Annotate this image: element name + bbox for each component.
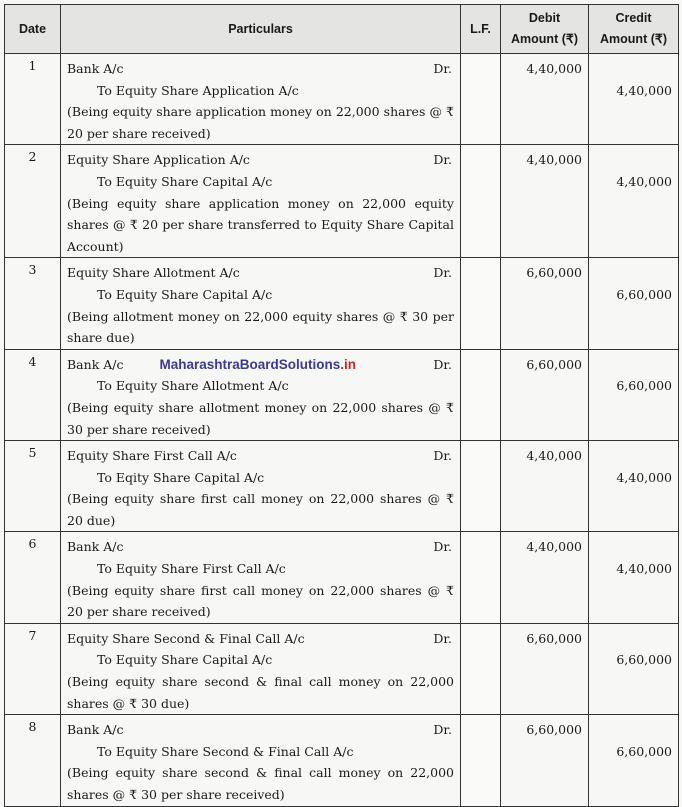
narration: (Being equity share first call money on 22,000 shares @ ₹ 20 per share received) [67, 582, 454, 620]
dr-mark: Dr. [433, 356, 452, 372]
entry-particulars [61, 532, 461, 623]
credit-account: To Equity Share Application A/c [97, 82, 299, 98]
entry-date: 4 [5, 349, 61, 440]
narration: (Being equity share allotment money on 22,000 shares @ ₹ 30 per share received) [67, 399, 454, 437]
dr-mark: Dr. [433, 539, 452, 555]
debit-amount: 4,40,000 [526, 539, 582, 555]
credit-spacer [589, 354, 672, 376]
credit-account: To Eqity Share Capital A/c [97, 469, 265, 485]
debit-account [67, 536, 123, 558]
debit-amount: 6,60,000 [526, 630, 582, 646]
debit-line [67, 719, 454, 741]
narration: (Being allotment money on 22,000 equity shares @ ₹ 30 per share due) [67, 308, 454, 346]
credit-amount: 6,60,000 [616, 286, 672, 302]
journal-entry [5, 532, 679, 623]
entry-particulars [61, 441, 461, 532]
entry-particulars [61, 258, 461, 349]
header-credit [589, 5, 679, 54]
entry-date: 8 [5, 715, 61, 806]
credit-spacer [589, 58, 672, 80]
entry-debit-cell [501, 258, 589, 349]
entry-lf [461, 623, 501, 714]
header-credit-line2: Amount (₹) [600, 32, 667, 46]
header-debit-line2: Amount (₹) [511, 32, 578, 46]
entry-debit-cell [501, 623, 589, 714]
dr-mark: Dr. [433, 630, 452, 646]
debit-account [67, 354, 356, 376]
entry-debit-cell [501, 532, 589, 623]
watermark-suffix: .in [340, 356, 357, 372]
debit-line [67, 262, 454, 284]
entry-lf [461, 145, 501, 258]
entry-particulars [61, 145, 461, 258]
header-debit [501, 5, 589, 54]
credit-account: To Equity Share Second & Final Call A/c [97, 743, 354, 759]
debit-line [67, 628, 454, 650]
journal-entry [5, 258, 679, 349]
entry-particulars [61, 54, 461, 145]
entry-particulars [61, 349, 461, 440]
debit-line [67, 445, 454, 467]
entry-debit-cell [501, 145, 589, 258]
debit-account-name: Bank A/c [67, 356, 124, 372]
entry-credit-cell [589, 258, 679, 349]
dr-mark: Dr. [433, 152, 452, 168]
debit-account-name: Bank A/c [67, 722, 124, 738]
credit-account: To Equity Share Capital A/c [97, 652, 273, 668]
dr-mark: Dr. [433, 722, 452, 738]
credit-amount: 6,60,000 [616, 652, 672, 668]
entry-particulars [61, 623, 461, 714]
header-credit-line1: Credit [615, 11, 652, 25]
debit-account [67, 719, 123, 741]
credit-amount: 6,60,000 [616, 743, 672, 759]
debit-line [67, 354, 454, 376]
credit-spacer [589, 719, 672, 741]
debit-account-name: Bank A/c [67, 61, 124, 76]
journal-entry [5, 623, 679, 714]
debit-account [67, 445, 237, 467]
narration: (Being equity share application money on 22,000 equity shares @ ₹ 20 per share transferred to Equity Share Capital Account) [67, 195, 454, 254]
entry-lf [461, 349, 501, 440]
narration: (Being equity share second & final call money on 22,000 shares @ ₹ 30 due) [67, 674, 454, 711]
debit-account-name: Equity Share Application A/c [67, 152, 250, 168]
debit-amount: 6,60,000 [526, 356, 582, 372]
credit-amount: 4,40,000 [616, 469, 672, 485]
debit-account-name: Bank A/c [67, 539, 124, 555]
entry-lf [461, 715, 501, 806]
journal-entry [5, 715, 679, 806]
debit-account-name: Equity Share First Call A/c [67, 448, 237, 464]
dr-mark: Dr. [433, 448, 452, 464]
debit-line [67, 536, 454, 558]
debit-amount: 6,60,000 [526, 722, 582, 738]
debit-account-name: Equity Share Second & Final Call A/c [67, 630, 305, 646]
entry-date: 5 [5, 441, 61, 532]
entry-lf [461, 54, 501, 145]
credit-amount: 4,40,000 [616, 82, 672, 98]
entry-credit-cell [589, 145, 679, 258]
narration: (Being equity share application money on 22,000 shares @ ₹ 20 per share received) [67, 104, 454, 141]
journal-entry [5, 54, 679, 145]
debit-account [67, 58, 123, 80]
entry-credit-cell [589, 54, 679, 145]
debit-line [67, 149, 454, 171]
header-row [5, 5, 679, 54]
dr-mark: Dr. [433, 265, 452, 281]
entry-credit-cell [589, 715, 679, 806]
debit-account-name: Equity Share Allotment A/c [67, 265, 240, 281]
credit-account: To Equity Share Capital A/c [97, 286, 273, 302]
credit-account: To Equity Share Allotment A/c [97, 378, 289, 394]
entry-debit-cell [501, 54, 589, 145]
entry-credit-cell [589, 532, 679, 623]
credit-account: To Equity Share First Call A/c [97, 561, 286, 577]
entry-date: 1 [5, 54, 61, 145]
narration: (Being equity share second & final call money on 22,000 shares @ ₹ 30 per share received) [67, 765, 454, 802]
credit-spacer [589, 536, 672, 558]
dr-mark: Dr. [433, 61, 452, 76]
debit-account [67, 628, 305, 650]
debit-account [67, 149, 250, 171]
credit-spacer [589, 149, 672, 171]
debit-amount: 4,40,000 [526, 61, 582, 76]
header-date: Date [5, 5, 61, 54]
header-lf: L.F. [461, 5, 501, 54]
watermark-logo [159, 354, 356, 376]
debit-account [67, 262, 240, 284]
entry-debit-cell [501, 349, 589, 440]
debit-line [67, 58, 454, 80]
journal-entry [5, 441, 679, 532]
entry-debit-cell [501, 441, 589, 532]
journal-body [5, 54, 679, 807]
entry-lf [461, 532, 501, 623]
journal-table [4, 4, 679, 807]
debit-amount: 4,40,000 [526, 152, 582, 168]
debit-amount: 4,40,000 [526, 448, 582, 464]
entry-date: 6 [5, 532, 61, 623]
entry-credit-cell [589, 441, 679, 532]
entry-date: 2 [5, 145, 61, 258]
credit-spacer [589, 262, 672, 284]
entry-debit-cell [501, 715, 589, 806]
header-particulars: Particulars [61, 5, 461, 54]
credit-amount: 4,40,000 [616, 561, 672, 577]
entry-date: 7 [5, 623, 61, 714]
debit-amount: 6,60,000 [526, 265, 582, 281]
credit-amount: 4,40,000 [616, 173, 672, 189]
credit-spacer [589, 628, 672, 650]
journal-entry [5, 349, 679, 440]
credit-account: To Equity Share Capital A/c [97, 173, 273, 189]
entry-particulars [61, 715, 461, 806]
credit-spacer [589, 445, 672, 467]
header-debit-line1: Debit [528, 11, 561, 25]
watermark-main: MaharashtraBoardSolutions [159, 356, 341, 372]
entry-date: 3 [5, 258, 61, 349]
narration: (Being equity share first call money on 22,000 shares @ ₹ 20 due) [67, 491, 454, 528]
credit-amount: 6,60,000 [616, 378, 672, 394]
entry-lf [461, 441, 501, 532]
entry-credit-cell [589, 623, 679, 714]
journal-entry [5, 145, 679, 258]
entry-credit-cell [589, 349, 679, 440]
entry-lf [461, 258, 501, 349]
